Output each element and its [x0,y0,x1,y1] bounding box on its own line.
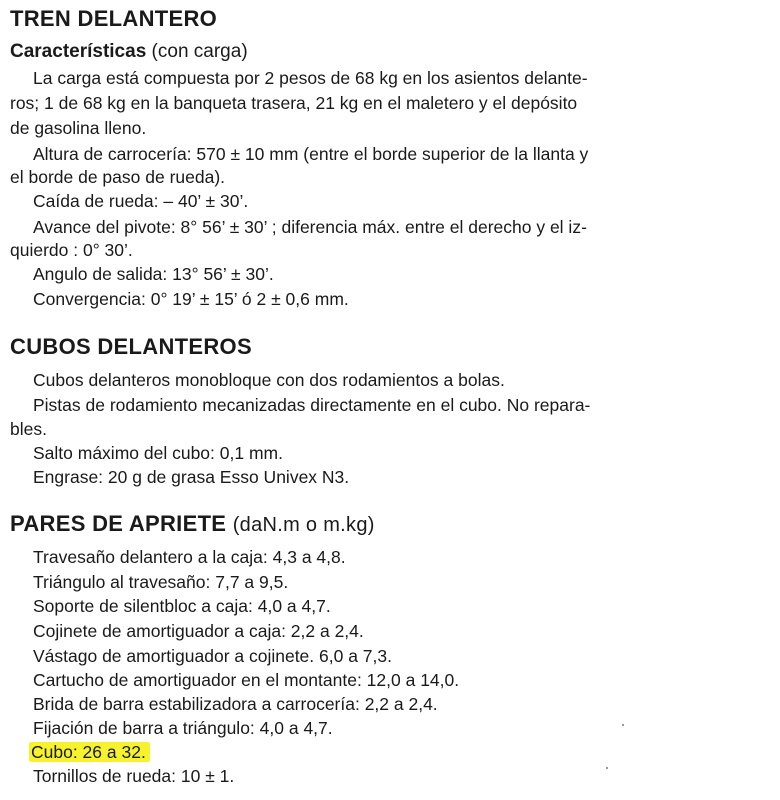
section-title-tren-delantero: TREN DELANTERO [10,6,218,31]
section-title-label: PARES DE APRIETE [10,511,227,536]
text-line: Engrase: 20 g de grasa Esso Univex N3. [33,467,350,487]
text-line: quierdo : 0° 30’. [10,240,133,260]
scan-speck [606,767,608,769]
torque-line: Cojinete de amortiguador a caja: 2,2 a 2,4. [33,621,364,641]
text-line: Salto máximo del cubo: 0,1 mm. [33,443,283,463]
torque-line: Cartucho de amortiguador en el montante: 12,0 a 14,0. [33,670,460,690]
torque-line-highlighted [33,741,150,763]
text-line: ros; 1 de 68 kg en la banqueta trasera, 21 kg en el maletero y el depósito [10,93,578,113]
text-line: Pistas de rodamiento mecanizadas directamente en el cubo. No repara- [33,395,591,415]
subheading-caracteristicas [10,41,248,63]
subheading-label: Características [10,41,147,62]
section-title-cubos-delanteros: CUBOS DELANTEROS [10,334,252,359]
text-line: Avance del pivote: 8° 56’ ± 30’ ; diferencia máx. entre el derecho y el iz- [33,217,587,237]
text-line: Angulo de salida: 13° 56’ ± 30’. [33,264,274,284]
highlight-marker: Cubo: 26 a 32. [29,742,150,762]
torque-line: Triángulo al travesaño: 7,7 a 9,5. [33,572,289,592]
text-line: Caída de rueda: – 40’ ± 30’. [33,191,249,211]
torque-line: Brida de barra estabilizadora a carrocería: 2,2 a 2,4. [33,694,438,714]
text-line: el borde de paso de rueda). [10,167,226,187]
subheading-note: (con carga) [151,41,248,62]
torque-line: Fijación de barra a triángulo: 4,0 a 4,7. [33,718,333,738]
scan-speck [622,724,624,726]
text-line: La carga está compuesta por 2 pesos de 68 kg en los asientos delante- [33,68,588,88]
section-title-pares-de-apriete [10,511,375,537]
torque-line: Travesaño delantero a la caja: 4,3 a 4,8. [33,547,346,567]
torque-line: Tornillos de rueda: 10 ± 1. [33,766,235,786]
text-line: de gasolina lleno. [10,118,147,138]
text-line: Altura de carrocería: 570 ± 10 mm (entre el borde superior de la llanta y [33,144,589,164]
torque-line: Soporte de silentbloc a caja: 4,0 a 4,7. [33,596,331,616]
text-line: bles. [10,419,47,439]
torque-line: Vástago de amortiguador a cojinete. 6,0 a 7,3. [33,646,392,666]
section-title-unit-note: (daN.m o m.kg) [232,514,375,536]
text-line: Convergencia: 0° 19’ ± 15’ ó 2 ± 0,6 mm. [33,289,349,309]
text-line: Cubos delanteros monobloque con dos rodamientos a bolas. [33,370,505,390]
